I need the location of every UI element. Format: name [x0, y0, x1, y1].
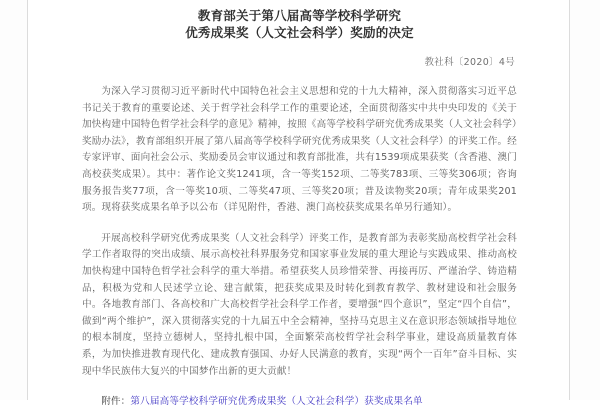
- document-page: [27, 0, 570, 408]
- page-title: [82, 7, 517, 41]
- document-number: 教社科〔2020〕4号: [424, 57, 515, 68]
- attachment-section: [82, 394, 517, 410]
- body-paragraph-1: 为深入学习贯彻习近平新时代中国特色社会主义思想和党的十九大精神，深入贯彻落实习近平总书记关于教育的重要论述、关于哲学社会科学工作的重要论述，全面贯彻落实中共中央印发的《关于加快构建中国特色哲学社会科学的意见》精神，按照《高等学校科学研究优秀成果奖（人文社会科学）奖励办法》，教育部组织开展了第八届高等学校科学研究优秀成果奖（人文社会科学）的评奖工作。经专家评审、面向社会公示、奖励委员会审议通过和教育部批准，共有1539项成果获奖（含香港、澳门高校获奖成果）。其中：著作论文奖1241项，含一等奖152项、二等奖783项、三等奖306项；咨询服务报告奖77项，含一等奖10项、二等奖47项、三等奖20项；普及读物奖20项；青年成果奖201项。现将获奖成果名单予以公布（详见附件，香港、澳门高校获奖成果名单另行通知）。: [82, 86, 517, 214]
- page-title-line-1: 教育部关于第八届高等学校科学研究: [197, 8, 402, 23]
- body-paragraph-2: 开展高校科学研究优秀成果奖（人文社会科学）评奖工作，是教育部为表彰奖励高校哲学社会科学工作者取得的突出成绩、展示高校社科界服务党和国家事业发展的重大理论与实践成果、推动高校加快构建中国特色哲学社会科学的重大举措。希望获奖人员珍惜荣誉、再接再厉、严谨治学、铸造精品，积极为党和人民述学立论、建言献策，把获奖成果及时转化到教育教学、教材建设和社会服务中。各地教育部门、各高校和广大高校哲学社会科学工作者，要增强“四个意识”，坚定“四个自信”，做到“两个维护”，深入贯彻落实党的十九届五中全会精神，坚持马克思主义在意识形态领域指导地位的根本制度，坚持立德树人，坚持扎根中国，全面繁荣高校哲学社会科学事业，建设高质量教育体系，为加快推进教育现代化、建成教育强国、办好人民满意的教育，实现“两个一百年”奋斗目标、实现中华民族伟大复兴的中国梦作出新的更大贡献！: [82, 232, 517, 377]
- page-content-area: [28, 0, 569, 408]
- attachment-label: 附件：: [101, 396, 131, 408]
- page-title-line-2: 优秀成果奖（人文社会科学）奖励的决定: [185, 25, 414, 40]
- attachment-link[interactable]: 第八届高等学校科学研究优秀成果奖（人文社会科学）获奖成果名单: [130, 396, 423, 408]
- document-body: [82, 84, 517, 380]
